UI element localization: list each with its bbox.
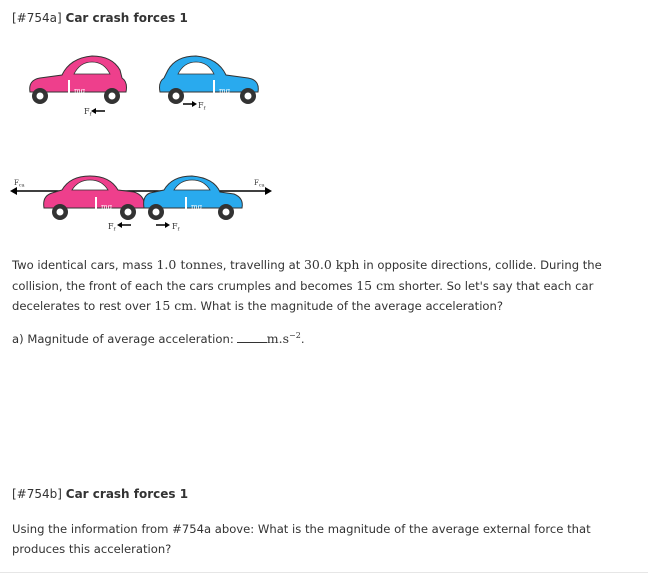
friction-label: Ff [198,101,206,112]
answer-row: a) Magnitude of average acceleration: $m.s^{-2}$. [12,331,305,346]
question-tag: [#754a] [12,11,62,25]
mg-label: mg [219,87,231,95]
mg-label: mg [191,203,203,211]
blue-car-top [160,56,259,112]
mass-value: 1.0 tonnes [156,257,223,272]
contact-force-left: $F_{ca}$ [14,179,25,189]
problem-text: Two identical cars, mass 1.0 tonnes, travelling at 30.0 kph in opposite directions, collide. During the collision, the front of each the cars crumples and becomes 15 cm shorter. So let's say that each car decelerates to rest over 15 cm. What is the magnitude of the average acceleration? [12,257,602,313]
distance-value: 15 cm [154,298,194,313]
contact-force-right: $F_{ca}$ [254,179,265,189]
divider [0,572,648,573]
speed-value: 30.0 kph [303,257,360,272]
question-tag: [#754b] [12,487,62,501]
question-header-754b [12,487,188,501]
friction-label: Ff [108,222,116,233]
mg-label: mg [74,87,86,95]
crumple-value: 15 cm [356,277,395,293]
question-754b-text: Using the information from #754a above: What is the magnitude of the average external force that produces this acceleration? [12,522,591,556]
answer-unit: m.s [266,331,290,346]
unit-exponent: −2 [289,331,301,341]
answer-label: a) Magnitude of average acceleration: [12,332,234,346]
pink-car-top [30,56,127,118]
car-crash-figure [0,0,648,250]
friction-label: Ff [84,107,92,118]
friction-label: Ff [172,222,180,233]
answer-input[interactable] [237,332,267,343]
colliding-cars [10,176,272,233]
question-title: Car crash forces 1 [65,11,188,25]
question-title: Car crash forces 1 [65,487,189,501]
mg-label: mg [101,203,113,211]
